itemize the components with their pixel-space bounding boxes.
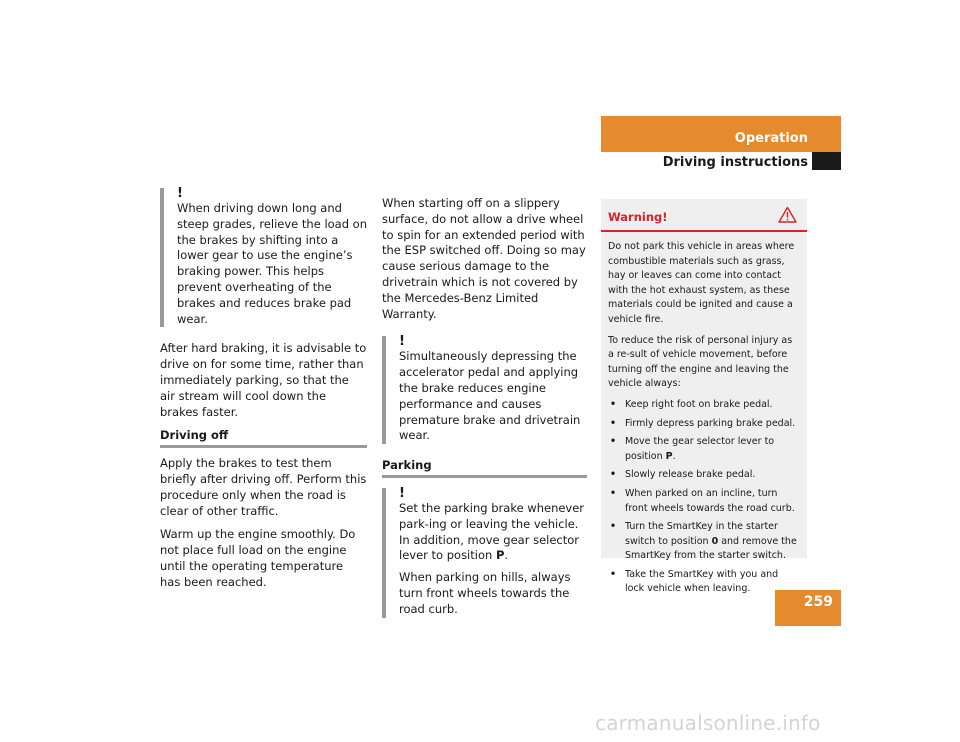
column-middle (382, 196, 587, 632)
paragraph: When starting off on a slippery surface, do not allow a drive wheel to spin for an extended period with the ESP switched off. Doing so may cause serious damage to the drivetrain which is not covered by the Mercedes-Benz Limited Warranty. (382, 196, 586, 321)
list-item: • When parked on an incline, turn front wheels towards the road curb. (608, 487, 800, 516)
note-box (382, 334, 587, 444)
paragraph: After hard braking, it is advisable to drive on for some time, rather than immediately parking, so that the air stream will cool down the brakes faster. (160, 341, 367, 419)
list-item: • Take the SmartKey with you and lock vehicle when leaving. (608, 568, 800, 597)
column-left (160, 186, 367, 599)
note-text: When parking on hills, always turn front wheels towards the road curb. (399, 570, 571, 616)
list-item: • Slowly release brake pedal. (608, 468, 800, 483)
note-box (382, 486, 587, 618)
watermark: carmanualsonline.info (595, 711, 821, 735)
note-text: Simultaneously depressing the accelerator pedal and applying the brake reduces engine performance and causes premature brake and drivetrain wear. (399, 349, 581, 443)
warning-paragraph: Do not park this vehicle in areas where combustible materials such as grass, hay or leaves can come into contact with the hot exhaust system, as these materials could be ignited and cause a vehicle fire. (608, 241, 795, 325)
note-box (160, 186, 367, 327)
warning-body (601, 232, 807, 597)
header-section-title: Operation (734, 131, 808, 146)
warning-box (601, 199, 807, 595)
paragraph: Warm up the engine smoothly. Do not place full load on the engine until the operating temperature has been reached. (160, 527, 356, 589)
warning-list (608, 398, 800, 597)
warning-title: Warning! (608, 210, 668, 224)
list-item: • Keep right foot on brake pedal. (608, 398, 800, 413)
warning-header (601, 199, 807, 232)
warning-triangle-icon (778, 206, 797, 229)
section-heading-parking: Parking (382, 458, 587, 478)
page-number: 259 (803, 594, 833, 610)
section-heading-driving-off: Driving off (160, 428, 367, 448)
list-item: • Turn the SmartKey in the starter switch to position 0 and remove the SmartKey from the starter switch. (608, 520, 800, 564)
page-number-box (775, 590, 841, 626)
note-text: When driving down long and steep grades, relieve the load on the brakes by shifting into a lower gear to use the engine’s braking power. This helps prevent overheating of the brakes and reduces brake pad wear. (177, 201, 367, 326)
gear-position-label: P (495, 548, 505, 563)
list-item: • Firmly depress parking brake pedal. (608, 417, 800, 432)
warning-paragraph: To reduce the risk of personal injury as a re-sult of vehicle movement, before turning off the engine and leaving the vehicle always: (608, 334, 793, 390)
list-item: • Move the gear selector lever to position P. (608, 435, 800, 464)
paragraph: Apply the brakes to test them briefly after driving off. Perform this procedure only when the road is clear of other traffic. (160, 456, 367, 518)
header-subsection-title: Driving instructions (662, 155, 808, 170)
note-text: Set the parking brake whenever park-ing or leaving the vehicle. In addition, move gear selector lever to position P. (399, 500, 585, 563)
note-mark: ! (399, 334, 405, 350)
note-mark: ! (177, 186, 183, 201)
header-marker (812, 152, 841, 170)
note-mark: ! (399, 485, 405, 501)
